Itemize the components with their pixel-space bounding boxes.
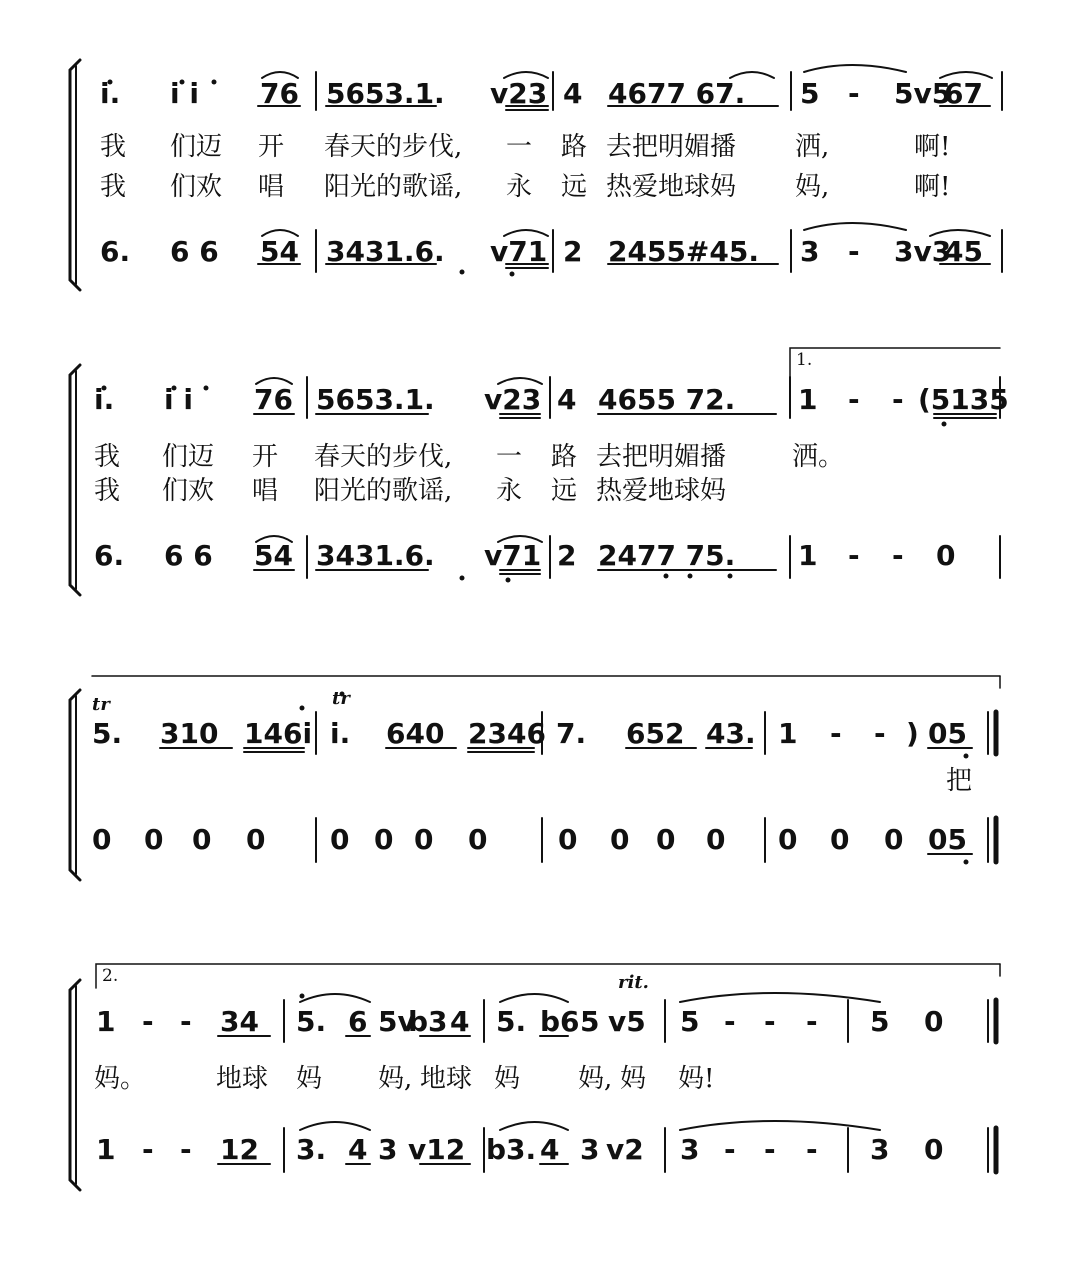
note: 0 bbox=[414, 823, 434, 856]
note: v5 bbox=[608, 1005, 646, 1038]
note: v2 bbox=[606, 1133, 644, 1166]
note: 4 bbox=[450, 1005, 470, 1038]
note: b6 bbox=[540, 1005, 580, 1038]
note: 5653.1. bbox=[326, 77, 445, 110]
note: (5135 bbox=[918, 383, 1009, 416]
lyric: 洒, bbox=[795, 132, 830, 162]
note: 4677 67. bbox=[608, 77, 746, 110]
note: 5v5 bbox=[894, 77, 952, 110]
note: v71 bbox=[490, 235, 548, 268]
note: 3 bbox=[870, 1133, 890, 1166]
note: 2 bbox=[557, 539, 577, 572]
note: 640 bbox=[386, 717, 445, 750]
note: 0 bbox=[330, 823, 350, 856]
lyric: 我 bbox=[94, 442, 121, 472]
note: - bbox=[892, 383, 904, 416]
note: 05 bbox=[928, 823, 967, 856]
note: - bbox=[180, 1005, 192, 1038]
lyric: 阳光的歌谣, bbox=[314, 476, 453, 506]
note: 0 bbox=[468, 823, 488, 856]
lyric: 路 bbox=[551, 442, 578, 472]
lyric: 妈 bbox=[620, 1064, 647, 1094]
lyric: 我 bbox=[94, 476, 121, 506]
note: 6. bbox=[100, 235, 131, 268]
note: 0 bbox=[884, 823, 904, 856]
note: i. bbox=[94, 383, 115, 416]
lyric: 一 bbox=[506, 132, 533, 162]
note: 76 bbox=[254, 383, 293, 416]
note: 4 bbox=[540, 1133, 560, 1166]
note: 5v bbox=[378, 1005, 416, 1038]
note: 1 bbox=[96, 1133, 116, 1166]
note: - bbox=[848, 539, 860, 572]
note: - bbox=[724, 1005, 736, 1038]
note: 0 bbox=[830, 823, 850, 856]
note: - bbox=[892, 539, 904, 572]
lyric: 把 bbox=[946, 766, 973, 796]
lyric: 地球 bbox=[420, 1064, 473, 1094]
lyric: 热爱地球妈 bbox=[596, 476, 727, 506]
note: 6 6 bbox=[164, 539, 213, 572]
note: i. bbox=[330, 717, 351, 750]
note: 0 bbox=[924, 1005, 944, 1038]
note: 0 bbox=[656, 823, 676, 856]
note: i i bbox=[164, 383, 193, 416]
lyric: 妈! bbox=[678, 1064, 715, 1094]
note: - bbox=[142, 1133, 154, 1166]
note: 6. bbox=[94, 539, 125, 572]
note: - bbox=[874, 717, 886, 750]
note: 3 bbox=[680, 1133, 700, 1166]
note: 5. bbox=[496, 1005, 527, 1038]
note: 54 bbox=[254, 539, 293, 572]
lyric: 我 bbox=[100, 172, 127, 202]
lyric: 永 bbox=[506, 172, 533, 202]
lyric: 啊! bbox=[914, 132, 951, 162]
note: i. bbox=[100, 77, 121, 110]
note: 0 bbox=[936, 539, 956, 572]
note: - bbox=[848, 235, 860, 268]
lyric: 去把明媚播 bbox=[596, 442, 727, 472]
lyric: 开 bbox=[258, 132, 285, 162]
note: 3. bbox=[296, 1133, 327, 1166]
note: 05 bbox=[928, 717, 967, 750]
note: 0 bbox=[246, 823, 266, 856]
lyric: 地球 bbox=[216, 1064, 269, 1094]
note: 12 bbox=[220, 1133, 259, 1166]
note: 0 bbox=[706, 823, 726, 856]
note: 652 bbox=[626, 717, 685, 750]
lyric: 我 bbox=[100, 132, 127, 162]
lyric: 唱 bbox=[258, 172, 285, 202]
note: - bbox=[848, 383, 860, 416]
note: 5. bbox=[92, 717, 123, 750]
lyric: 路 bbox=[561, 132, 588, 162]
lyric: 们迈 bbox=[162, 442, 215, 472]
note: ) bbox=[906, 717, 919, 750]
note: 2477 75. bbox=[598, 539, 736, 572]
note: - bbox=[764, 1133, 776, 1166]
note: b3. bbox=[486, 1133, 537, 1166]
lyric: 妈, bbox=[378, 1064, 413, 1094]
note: 45 bbox=[944, 235, 983, 268]
note: 0 bbox=[192, 823, 212, 856]
note: 5 bbox=[800, 77, 820, 110]
lyric: 们欢 bbox=[162, 476, 215, 506]
note: - bbox=[848, 77, 860, 110]
lyric: 们欢 bbox=[170, 172, 223, 202]
note: 4 bbox=[348, 1133, 368, 1166]
tempo-mark: rit. bbox=[618, 972, 649, 993]
note: 3 bbox=[378, 1133, 398, 1166]
note: 76 bbox=[260, 77, 299, 110]
lyric: 唱 bbox=[252, 476, 279, 506]
lyric: 们迈 bbox=[170, 132, 223, 162]
note: - bbox=[806, 1005, 818, 1038]
note: b3 bbox=[408, 1005, 448, 1038]
lyric: 春天的步伐, bbox=[324, 132, 463, 162]
note: 43. bbox=[706, 717, 756, 750]
note: 2 bbox=[563, 235, 583, 268]
note: - bbox=[180, 1133, 192, 1166]
note: 310 bbox=[160, 717, 219, 750]
note: - bbox=[724, 1133, 736, 1166]
note: 0 bbox=[144, 823, 164, 856]
note: 1 bbox=[798, 383, 818, 416]
note: 0 bbox=[610, 823, 630, 856]
note: v23 bbox=[490, 77, 548, 110]
note: 2346 bbox=[468, 717, 546, 750]
note: 3v3 bbox=[894, 235, 952, 268]
trill-mark: tr bbox=[332, 688, 350, 709]
lyric: 去把明媚播 bbox=[606, 132, 737, 162]
note: v23 bbox=[484, 383, 542, 416]
note: 0 bbox=[778, 823, 798, 856]
lyric: 妈 bbox=[296, 1064, 323, 1094]
lyric: 春天的步伐, bbox=[314, 442, 453, 472]
note: 4 bbox=[557, 383, 577, 416]
note: 4 bbox=[563, 77, 583, 110]
lyric: 妈, bbox=[795, 172, 830, 202]
lyric: 一 bbox=[496, 442, 523, 472]
note: 5 bbox=[870, 1005, 890, 1038]
note: - bbox=[830, 717, 842, 750]
note: 3431.6. bbox=[316, 539, 435, 572]
note: 0 bbox=[374, 823, 394, 856]
note: 67 bbox=[944, 77, 983, 110]
note: - bbox=[142, 1005, 154, 1038]
lyric: 啊! bbox=[914, 172, 951, 202]
note: 6 6 bbox=[170, 235, 219, 268]
note: 4655 72. bbox=[598, 383, 736, 416]
note: - bbox=[764, 1005, 776, 1038]
lyric: 远 bbox=[551, 476, 578, 506]
lyric: 妈, bbox=[578, 1064, 613, 1094]
lyric: 妈。 bbox=[94, 1064, 147, 1094]
volta-label: 1. bbox=[796, 350, 813, 370]
volta-label: 2. bbox=[102, 966, 119, 986]
note: 1 bbox=[778, 717, 798, 750]
note: 5 bbox=[680, 1005, 700, 1038]
note: v12 bbox=[408, 1133, 466, 1166]
note: 5 bbox=[580, 1005, 600, 1038]
note: 0 bbox=[92, 823, 112, 856]
note: 7. bbox=[556, 717, 587, 750]
note: 0 bbox=[924, 1133, 944, 1166]
note: 34 bbox=[220, 1005, 259, 1038]
note: 1 bbox=[798, 539, 818, 572]
lyric: 洒。 bbox=[792, 442, 845, 472]
lyric: 热爱地球妈 bbox=[606, 172, 737, 202]
note: 3 bbox=[580, 1133, 600, 1166]
note: 6 bbox=[348, 1005, 368, 1038]
note: 1 bbox=[96, 1005, 116, 1038]
note: 54 bbox=[260, 235, 299, 268]
note: 5. bbox=[296, 1005, 327, 1038]
lyric: 永 bbox=[496, 476, 523, 506]
note: 3431.6. bbox=[326, 235, 445, 268]
lyric: 阳光的歌谣, bbox=[324, 172, 463, 202]
note: 2455#45. bbox=[608, 235, 759, 268]
note: 3 bbox=[800, 235, 820, 268]
note: 5653.1. bbox=[316, 383, 435, 416]
trill-mark: tr bbox=[92, 694, 110, 715]
note: 146i bbox=[244, 717, 313, 750]
note: i i bbox=[170, 77, 199, 110]
note: 0 bbox=[558, 823, 578, 856]
lyric: 远 bbox=[561, 172, 588, 202]
lyric: 开 bbox=[252, 442, 279, 472]
lyric: 妈 bbox=[494, 1064, 521, 1094]
note: v71 bbox=[484, 539, 542, 572]
note: - bbox=[806, 1133, 818, 1166]
